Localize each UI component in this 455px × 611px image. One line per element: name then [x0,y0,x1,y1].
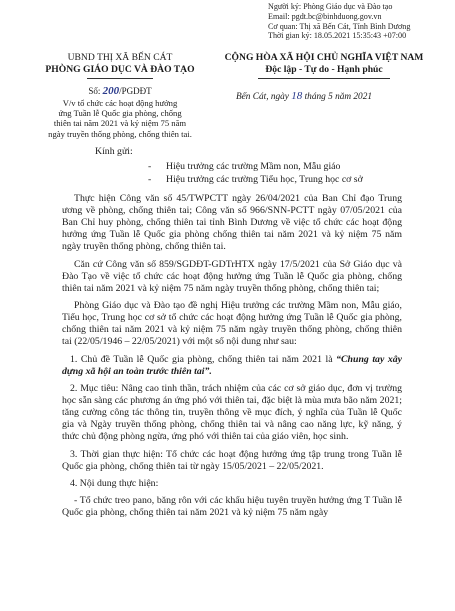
digital-signature-block [268,2,410,41]
paragraph-content-item: - Tổ chức treo pano, băng rôn với các khẩu hiệu tuyên truyền hưởng ứng T Tuần lễ Quốc gia phòng, chống thiên tai năm 2021 và kỷ niệm 75 năm ngày [62,495,402,519]
agency-parent: UBND THỊ XÃ BẾN CÁT [67,52,173,63]
agency-underline [87,78,153,79]
paragraph-theme: 1. Chủ đề Tuần lễ Quốc gia phòng, chống thiên tai năm 2021 là “Chung tay xây dựng xã hội an toàn trước thiên tai”. [62,353,402,377]
national-motto [208,52,440,79]
paragraph-reference-2: Căn cứ Công văn số 859/SGDĐT-GDTrHTX ngày 17/5/2021 của Sở Giáo dục và Đào Tạo về việc tổ chức các hoạt động hưởng ứng Tuần lễ Quốc gia phòng, chống thiên tai năm 2021 và kỷ niệm 75 năm ngày truyền thống phòng, chống thiên tai; [62,258,402,294]
paragraph-reference-1: Thực hiện Công văn số 45/TWPCTT ngày 26/04/2021 của Ban Chỉ đạo Trung ương về phòng, chống thiên tai; Công văn số 966/SNN-PCTT ngày 07/05/2021 của Ban Chỉ huy phòng, chống thiên tai tỉnh Bình Dương về việc tổ chức các hoạt động hưởng ứng Tuần lễ Quốc gia phòng chống thiên tai năm 2021 và kỷ niệm 75 năm ngày truyền thống phòng, chống thiên tai. [62,193,402,253]
document-number: Số: 200/PGDĐT [88,85,152,97]
document-subject: V/v tổ chức các hoạt động hưởng ứng Tuần lễ Quốc gia phòng, chống thiên tai năm 2021 và kỷ niệm 75 năm ngày truyền thống phòng, chống thiên tai. [48,98,192,139]
agency-name: PHÒNG GIÁO DỤC VÀ ĐÀO TẠO [45,64,195,75]
signature-agency: Cơ quan: Thị xã Bến Cát, Tỉnh Bình Dương [268,21,411,31]
recipient-item: - Hiệu trưởng các trường Tiểu học, Trung học cơ sở [148,173,363,185]
country-name: CỘNG HÒA XÃ HỘI CHỦ NGHĨA VIỆT NAM [224,52,424,63]
recipient-list [148,161,363,187]
signature-time: Thời gian ký: 18.05.2021 15:35:43 +07:00 [268,31,407,41]
signature-signer: Người ký: Phòng Giáo dục và Đào tạo [268,2,393,11]
paragraph-objectives: 2. Mục tiêu: Nâng cao tinh thần, trách nhiệm của các cơ sở giáo dục, đơn vị trường học sẵn sàng các phương án ứng phó với thiên tai, đặc biệt là mùa mưa bão năm 2021; tăng cường công tác thông tin, truyền thông về mục đích, ý nghĩa của Tuần lễ Quốc gia và Ngày truyền thống phòng, chống thiên tai và nâng cao năng lực, kỹ năng, ý thức chủ động phòng ngừa, ứng phó với thiên tai của giáo viên, học sinh. [62,383,402,443]
handwritten-number: 200 [102,85,120,97]
motto-underline [258,78,390,79]
document-date: Bến Cát, ngày 18 tháng 5 năm 2021 [236,90,372,102]
recipient-item: - Hiệu trưởng các trường Mầm non, Mẫu giáo [148,161,341,172]
signature-email: Email: pgdt.bc@binhduong.gov.vn [268,11,382,21]
paragraph-content-heading: 4. Nội dung thực hiện: [70,478,159,490]
motto: Độc lập - Tự do - Hạnh phúc [265,64,383,75]
paragraph-timeline: 3. Thời gian thực hiện: Tổ chức các hoạt động hưởng ứng tập trung trong Tuần lễ Quốc gia phòng, chống thiên tai từ ngày 15/05/2021 – 22/05/2021. [62,448,402,472]
handwritten-day: 18 [291,90,303,102]
paragraph-request: Phòng Giáo dục và Đào tạo đề nghị Hiệu trưởng các trường Mầm non, Mẫu giáo, Tiểu học, Trung học cơ sở tổ chức các hoạt động hưởng ứng Tuần lễ Quốc gia phòng, chống thiên tai năm 2021 và kỷ niệm 75 năm ngày truyền thống phòng, chống thiên tai (22/05/1946 – 22/05/2021) với một số nội dung như sau: [62,300,402,348]
document-body [62,193,402,525]
theme-slogan: “Chung tay xây dựng xã hội an toàn trước thiên tai”. [62,353,402,377]
salutation: Kính gửi: [95,146,133,157]
issuing-agency [40,52,200,79]
